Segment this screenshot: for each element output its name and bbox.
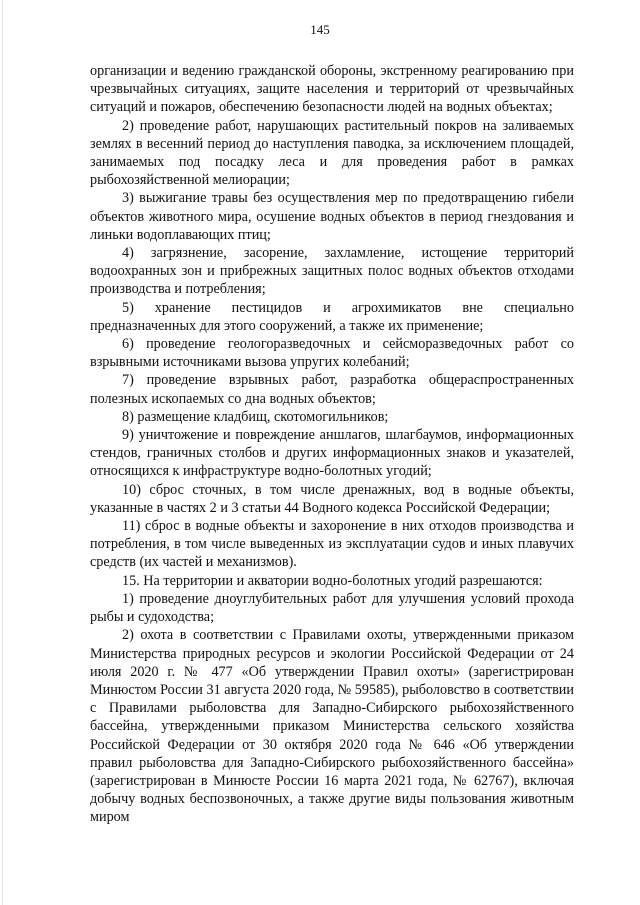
section-15-heading: 15. На территории и акватории водно-болотных угодий разрешаются: [122,572,543,589]
paragraph-item-2: 2) проведение работ, нарушающих растительный покров на заливаемых землях в весенний период до наступления паводка, за исключением площадей, занимаемых под посадку леса и для проведения работ в рамках рыбохозяйственной мелиорации; [90,117,574,189]
paragraph-item-3: 3) выжигание травы без осуществления мер по предотвращению гибели объектов животного мира, осушение водных объектов в период гнездования и линьки водоплавающих птиц; [90,190,574,243]
paragraph-allowed-1: 1) проведение дноуглубительных работ для улучшения условий прохода рыбы и судоходства; [90,590,574,626]
paragraph-item-6: 6) проведение геологоразведочных и сейсморазведочных работ со взрывными источниками вызова упругих колебаний; [90,336,574,371]
paragraph-item-11: 11) сброс в водные объекты и захоронение в них отходов производства и потребления, в том числе выведенных из эксплуатации судов и иных плавучих средств (их частей и механизмов). [90,518,574,571]
scan-edge-line [2,0,3,905]
paragraph-item-9: 9) уничтожение и повреждение аншлагов, шлагбаумов, информационных стендов, граничных столбов и других информационных знаков и указателей, относящихся к инфраструктуре водно-болотных угодий; [90,427,574,480]
paragraph-item-4: 4) загрязнение, засорение, захламление, истощение территорий водоохранных зон и прибрежных защитных полос водных объектов отходами производства и потребления; [90,245,574,298]
paragraph-item-8: 8) размещение кладбищ, скотомогильников; [122,408,389,425]
paragraph-item-10: 10) сброс сточных, в том числе дренажных, вод в водные объекты, указанные в частях 2 и 3 статьи 44 Водного кодекса Российской Федерации; [90,481,574,516]
page-number: 145 [310,22,330,37]
paragraph-allowed-2: 2) охота в соответствии с Правилами охоты, утвержденными приказом Министерства природных ресурсов и экологии Российской Федерации от 24 июля 2020 г. № 477 «Об утверждении Правил охоты» (зарегистрирован Минюстом России 31 августа 2020 года, № 59585), рыболовство в соответствии с Правилами рыболовства для Западно-Сибирского рыбохозяйственного бассейна, утвержденными приказом Министерства сельского хозяйства Российской Федерации от 30 октября 2020 года № 646 «Об утверждении правил рыболовства для Западно-Сибирского рыбохозяйственного бассейна» (зарегистрирован в Минюсте России 16 марта 2021 года, № 62767), включая добычу водных беспозвоночных, а также другие виды пользования животным миром [90,627,574,826]
document-body [90,62,574,827]
paragraph-item-7: 7) проведение взрывных работ, разработка общераспространенных полезных ископаемых со дна водных объектов; [90,372,574,407]
paragraph-continuation: организации и ведению гражданской обороны, экстренному реагированию при чрезвычайных ситуациях, защите населения и территорий от чрезвычайных ситуаций и пожаров, обеспечению безопасности людей на водных объектах; [90,63,574,116]
paragraph-item-5: 5) хранение пестицидов и агрохимикатов вне специально предназначенных для этого сооружений, а также их применение; [90,299,574,334]
